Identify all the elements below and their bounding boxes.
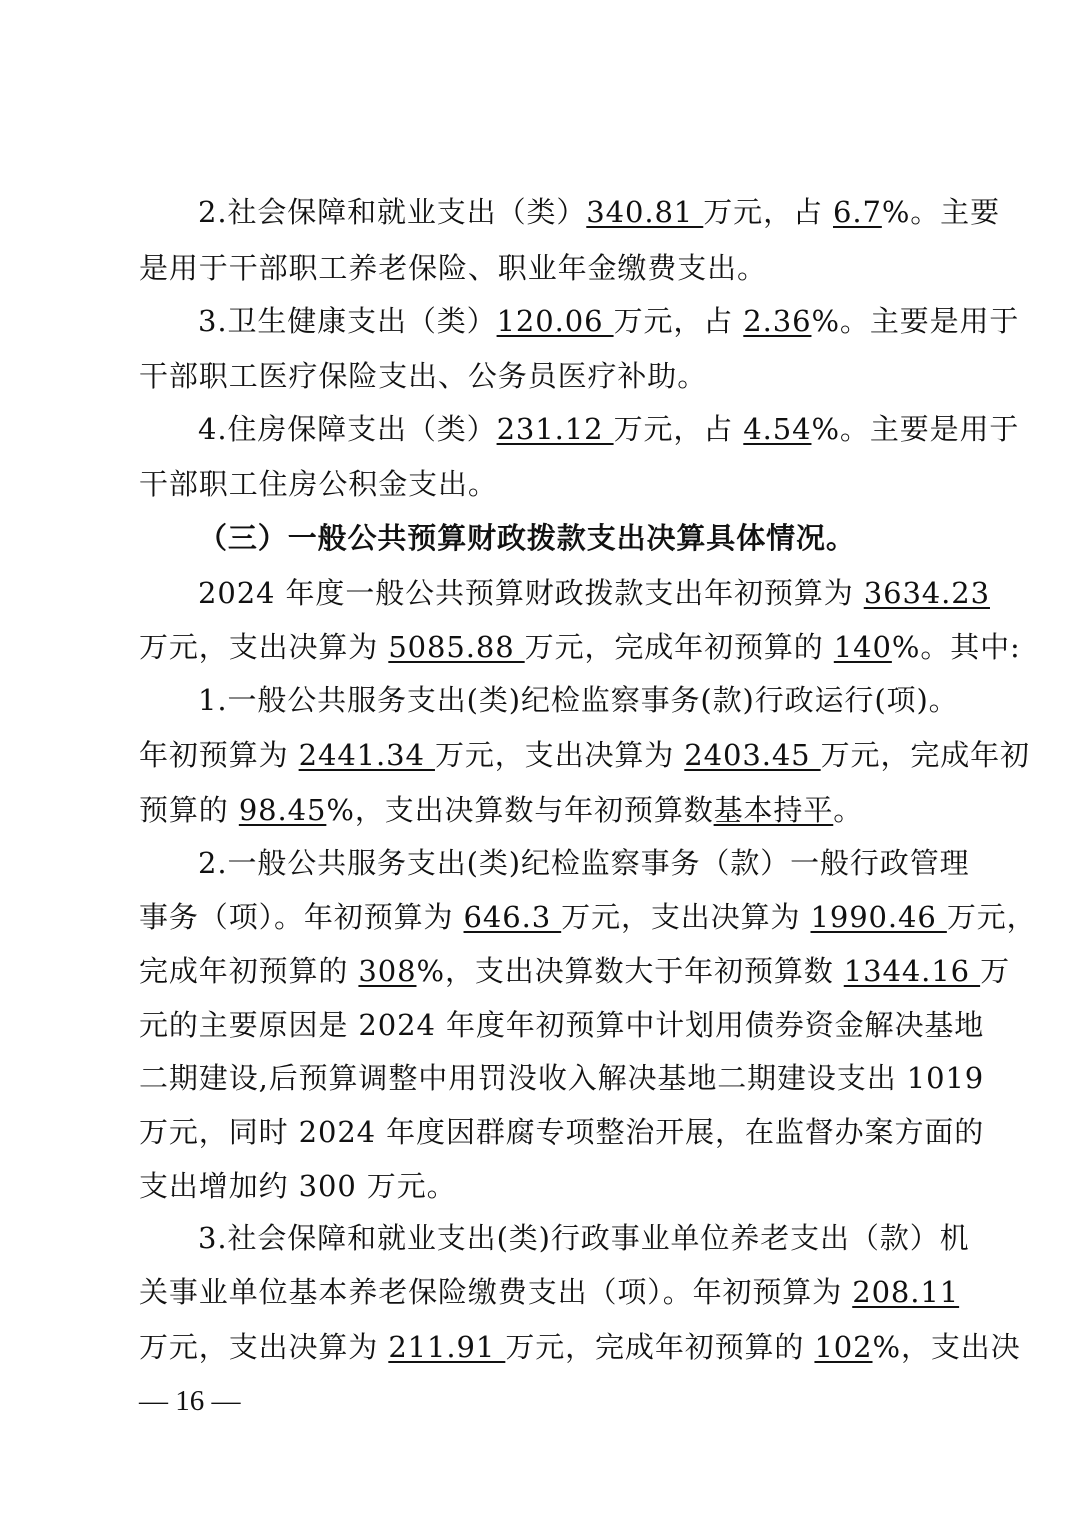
- underlined-value: 211.91: [388, 1330, 506, 1364]
- text-line: [198, 843, 970, 883]
- text-line: [139, 1272, 960, 1312]
- text-line: [139, 951, 1011, 991]
- underlined-value: 4.54: [743, 412, 812, 446]
- underlined-value: 1344.16: [843, 954, 981, 988]
- text-line: [198, 192, 1000, 232]
- text-run: 3.社会保障和就业支出(类)行政事业单位养老支出（款）机: [198, 1221, 970, 1255]
- text-run: 万元，完成年初: [820, 738, 1030, 772]
- text-line: [139, 464, 939, 504]
- text-run: 万元，支出决算为: [434, 738, 685, 772]
- text-line: [139, 1005, 985, 1045]
- underlined-value: 2403.45: [684, 738, 821, 772]
- text-line: [198, 409, 1020, 449]
- text-run: 干部职工医疗保险支出、公务员医疗补助。: [139, 359, 708, 393]
- text-run: 2.一般公共服务支出(类)纪检监察事务（款）一般行政管理: [198, 846, 970, 880]
- page-number: — 16 —: [139, 1385, 241, 1417]
- underlined-value: 6.7: [833, 195, 882, 229]
- text-run: %。主要是用于: [811, 304, 1020, 338]
- text-line: [139, 1327, 1021, 1367]
- text-line: [198, 573, 990, 613]
- text-run: 关事业单位基本养老保险缴费支出（项）。年初预算为: [139, 1275, 853, 1309]
- text-run: %，支出决: [872, 1330, 1021, 1364]
- text-line: [139, 790, 939, 830]
- text-run: 万元，支出决算为: [139, 1330, 389, 1364]
- text-run: 1.一般公共服务支出(类)纪检监察事务(款)行政运行(项)。: [198, 683, 959, 717]
- text-run: 。: [833, 793, 864, 827]
- text-run: %，支出决算数大于年初预算数: [416, 954, 844, 988]
- text-line: [198, 680, 959, 720]
- text-line: [139, 1112, 985, 1152]
- underlined-value: 102: [814, 1330, 873, 1364]
- underlined-value: 308: [358, 954, 417, 988]
- text-run: 支出增加约 300 万元。: [139, 1169, 457, 1203]
- text-run: %，支出决算数与年初预算数: [326, 793, 714, 827]
- text-run: 2024 年度一般公共预算财政拨款支出年初预算为: [198, 576, 864, 610]
- text-run: 万元，占: [613, 412, 744, 446]
- text-line: [198, 518, 939, 558]
- text-run: 万元，占: [613, 304, 744, 338]
- text-line: [139, 735, 1030, 775]
- underlined-value: 2441.34: [298, 738, 435, 772]
- text-line: [139, 627, 1021, 667]
- text-line: [139, 248, 939, 288]
- text-run: 4.住房保障支出（类）: [198, 412, 497, 446]
- text-run: 干部职工住房公积金支出。: [139, 467, 498, 501]
- underlined-value: 120.06: [496, 304, 614, 338]
- text-run: 年初预算为: [139, 738, 299, 772]
- underlined-value: 基本持平: [713, 793, 834, 827]
- underlined-value: 231.12: [496, 412, 614, 446]
- text-run: 完成年初预算的: [139, 954, 359, 988]
- underlined-value: 646.3: [463, 900, 562, 934]
- text-line: [139, 897, 1037, 937]
- underlined-value: 2.36: [743, 304, 812, 338]
- text-run: 二期建设,后预算调整中用罚没收入解决基地二期建设支出 1019: [139, 1061, 985, 1095]
- text-run: 万元，支出决算为: [139, 630, 389, 664]
- text-run: 万元，占: [703, 195, 833, 229]
- text-run: %。其中:: [891, 630, 1021, 664]
- text-run: 万元，完成年初预算的: [505, 1330, 815, 1364]
- text-line: [139, 356, 939, 396]
- underlined-value: 208.11: [852, 1275, 960, 1309]
- text-line: [139, 1058, 985, 1098]
- text-run: 万元，: [946, 900, 1037, 934]
- text-run: 元的主要原因是 2024 年度年初预算中计划用债券资金解决基地: [139, 1008, 985, 1042]
- text-run: 万元，同时 2024 年度因群腐专项整治开展，在监督办案方面的: [139, 1115, 985, 1149]
- text-run: %。主要: [881, 195, 1000, 229]
- underlined-value: 1990.46: [810, 900, 947, 934]
- text-run: 万: [980, 954, 1011, 988]
- text-run: 预算的: [139, 793, 239, 827]
- underlined-value: 340.81: [586, 195, 704, 229]
- text-run: 2.社会保障和就业支出（类）: [198, 195, 587, 229]
- underlined-value: 5085.88: [388, 630, 525, 664]
- text-run: （三）一般公共预算财政拨款支出决算具体情况。: [198, 521, 856, 555]
- underlined-value: 3634.23: [863, 576, 990, 610]
- text-run: 事务（项）。年初预算为: [139, 900, 464, 934]
- text-run: 万元，完成年初预算的: [524, 630, 834, 664]
- underlined-value: 140: [833, 630, 892, 664]
- text-line: [198, 1218, 970, 1258]
- text-line: [139, 1166, 939, 1206]
- text-run: %。主要是用于: [811, 412, 1020, 446]
- underlined-value: 98.45: [238, 793, 327, 827]
- text-run: 万元，支出决算为: [561, 900, 811, 934]
- text-line: [198, 301, 1020, 341]
- text-run: 是用于干部职工养老保险、职业年金缴费支出。: [139, 251, 767, 285]
- text-run: 3.卫生健康支出（类）: [198, 304, 497, 338]
